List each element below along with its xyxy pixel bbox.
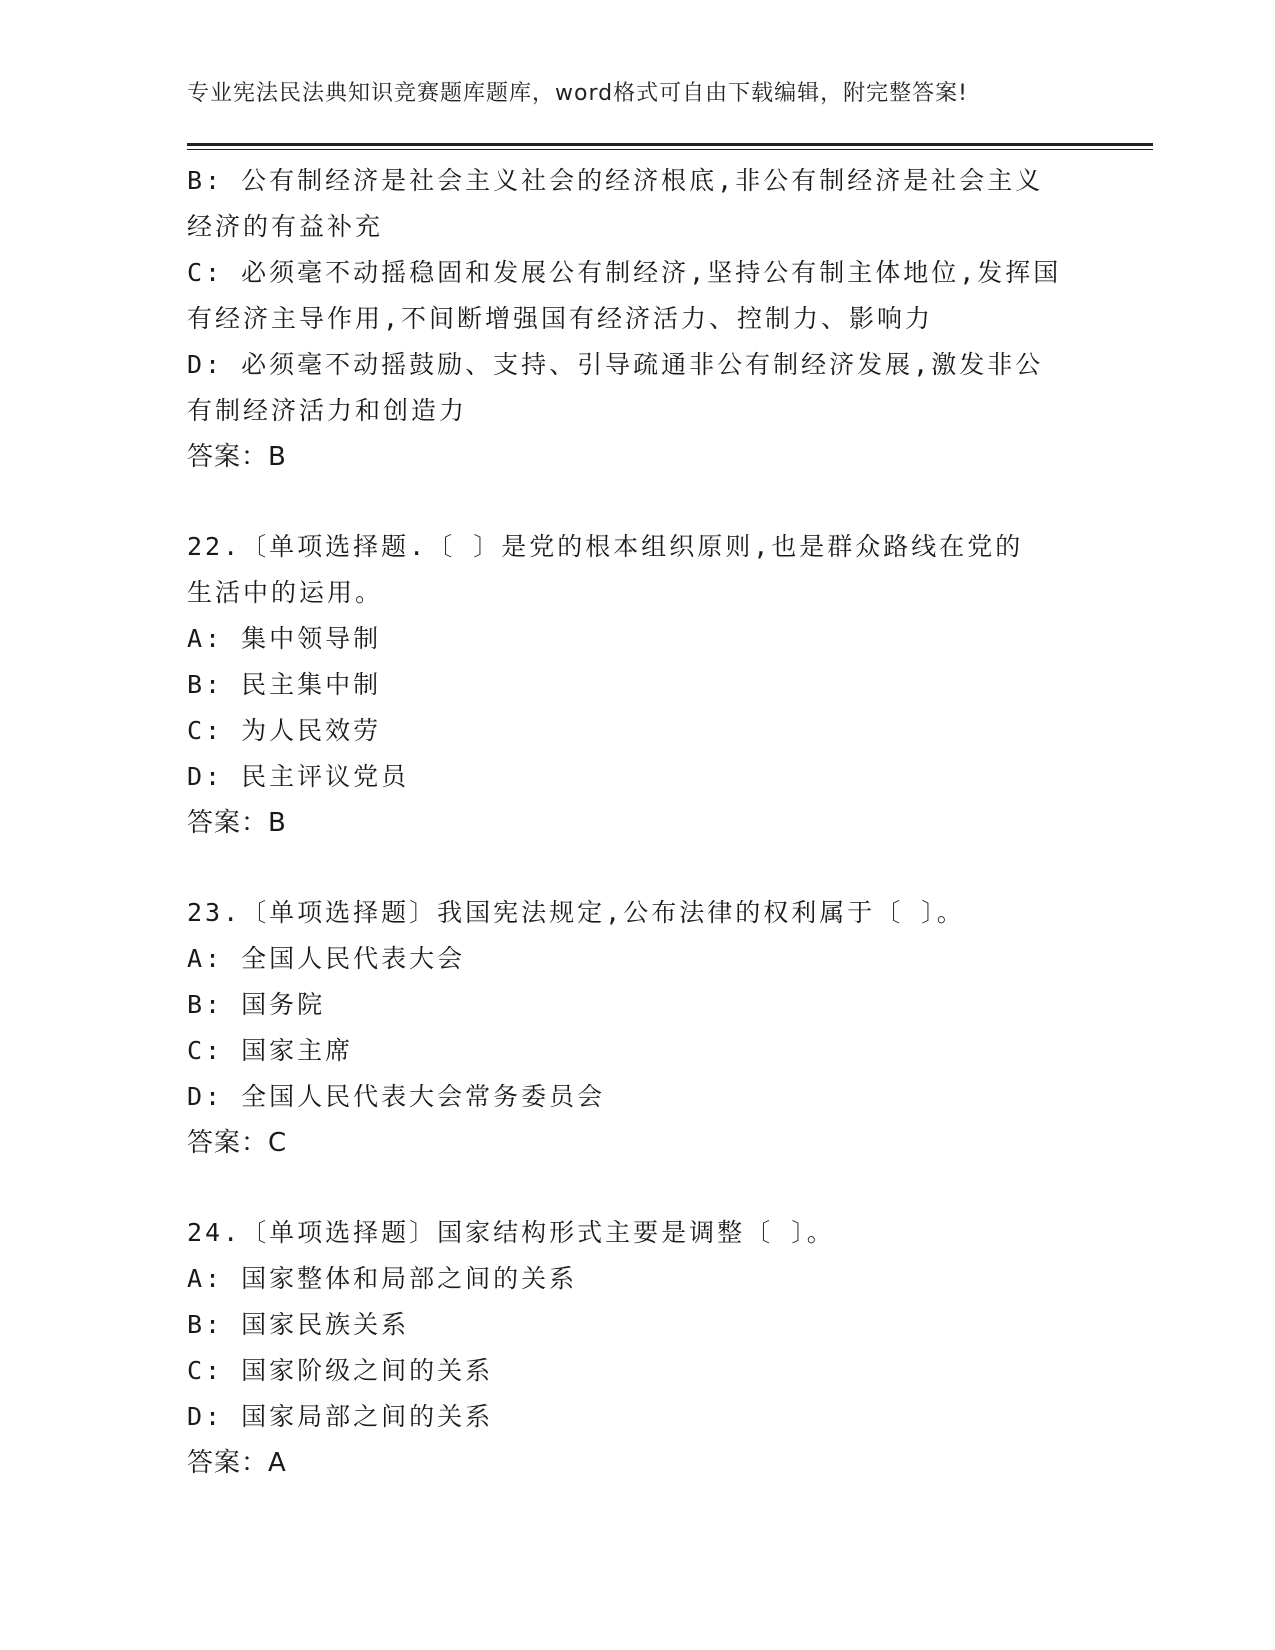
- spacer: [187, 846, 1087, 890]
- option-d: D: 全国人民代表大会常务委员会: [187, 1082, 606, 1111]
- option-c: C: 国家阶级之间的关系: [187, 1356, 494, 1385]
- page-header: 专业宪法民法典知识竞赛题库题库，word格式可自由下载编辑，附完整答案!: [187, 81, 968, 106]
- option-b: B: 民主集中制: [187, 670, 382, 699]
- option-c-line2: 有经济主导作用,不间断增强国有经济活力、控制力、影响力: [187, 304, 934, 333]
- question-stem-line1: 24.〔单项选择题〕国家结构形式主要是调整〔 〕。: [187, 1218, 835, 1247]
- spacer: [187, 480, 1087, 524]
- option-a: A: 集中领导制: [187, 624, 382, 653]
- answer: 答案：A: [187, 1448, 287, 1478]
- question-content: [187, 158, 1087, 1486]
- option-b: B: 国家民族关系: [187, 1310, 410, 1339]
- option-c-line1: C: 必须毫不动摇稳固和发展公有制经济,坚持公有制主体地位,发挥国: [187, 258, 1062, 287]
- question-22: [187, 524, 1087, 846]
- option-a: A: 国家整体和局部之间的关系: [187, 1264, 578, 1293]
- option-d-line1: D: 必须毫不动摇鼓励、支持、引导疏通非公有制经济发展,激发非公: [187, 350, 1044, 379]
- option-a: A: 全国人民代表大会: [187, 944, 466, 973]
- question-stem-line1: 23.〔单项选择题〕我国宪法规定,公布法律的权利属于〔 〕。: [187, 898, 965, 927]
- question-24: [187, 1210, 1087, 1486]
- spacer: [187, 1166, 1087, 1210]
- option-b-line2: 经济的有益补充: [187, 212, 384, 241]
- question-stem-line1: 22.〔单项选择题.〔 〕是党的根本组织原则,也是群众路线在党的: [187, 532, 1024, 561]
- prev-question: [187, 158, 1087, 480]
- question-23: [187, 890, 1087, 1166]
- option-b: B: 国务院: [187, 990, 326, 1019]
- option-d-line2: 有制经济活力和创造力: [187, 396, 468, 425]
- answer: 答案：B: [187, 808, 287, 838]
- answer: 答案：C: [187, 1128, 288, 1158]
- answer: 答案：B: [187, 442, 287, 472]
- option-b-line1: B: 公有制经济是社会主义社会的经济根底,非公有制经济是社会主义: [187, 166, 1044, 195]
- option-c: C: 国家主席: [187, 1036, 354, 1065]
- header-rule-thick: [187, 143, 1153, 146]
- header-rule-thin: [187, 149, 1153, 150]
- question-stem-line2: 生活中的运用。: [187, 578, 384, 607]
- option-d: D: 国家局部之间的关系: [187, 1402, 494, 1431]
- option-c: C: 为人民效劳: [187, 716, 382, 745]
- option-d: D: 民主评议党员: [187, 762, 410, 791]
